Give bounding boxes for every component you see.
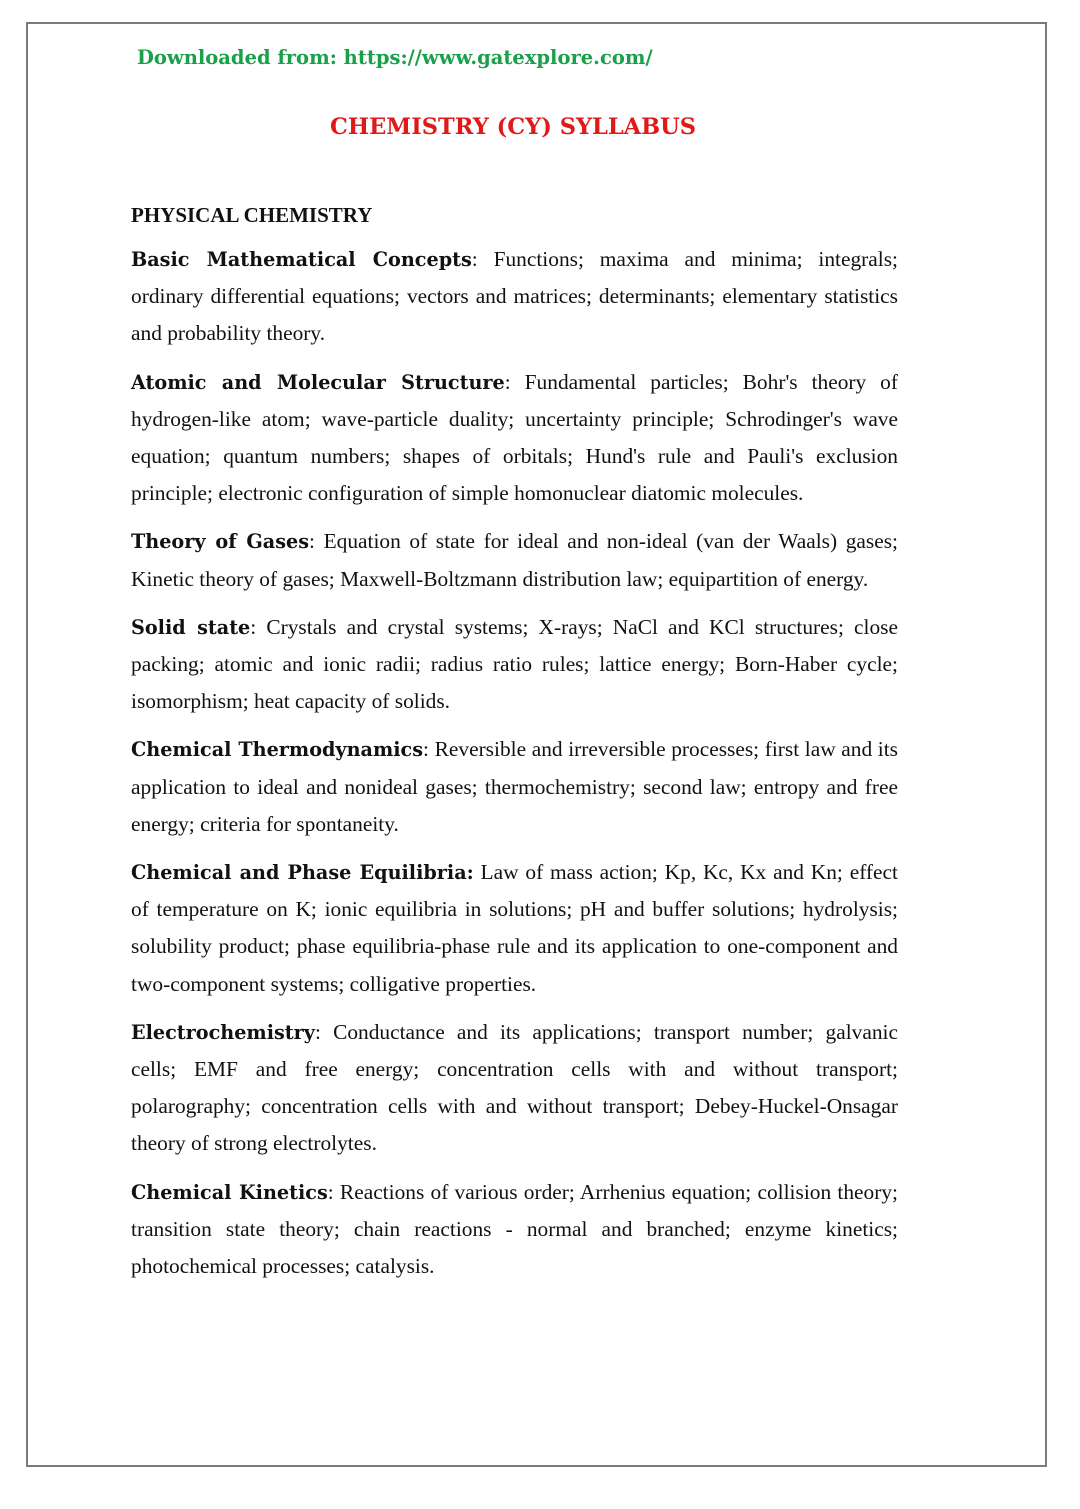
topic-separator: : [250, 614, 257, 639]
topic-solid-state [131, 609, 898, 721]
topic-atomic-molecular-structure [131, 364, 898, 513]
topic-chemical-kinetics [131, 1174, 898, 1286]
topic-text: Fundamental particles; Bohr's theory of hydrogen-like atom; wave-particle duality; uncertainty principle; Schrodinger's wave equation; quantum numbers; shapes of orbitals; Hund's rule and Pauli's exclusion principle; electronic configuration of simple homonuclear diatomic molecules. [131, 369, 898, 506]
topic-name: Solid state [131, 615, 251, 639]
topic-name: Electrochemistry [131, 1020, 315, 1044]
topic-text: Reversible and irreversible processes; first law and its application to ideal and nonideal gases; thermochemistry; second law; entropy and free energy; criteria for spontaneity. [131, 737, 898, 836]
topic-text: Conductance and its applications; transport number; galvanic cells; EMF and free energy; concentration cells with and without transport; polarography; concentration cells with and without transport; Debey-Huckel-Onsagar theory of strong electrolytes. [131, 1019, 898, 1156]
topic-separator: : [314, 1019, 321, 1044]
page-title: CHEMISTRY (CY) SYLLABUS [329, 114, 697, 140]
topic-name: Basic Mathematical Concepts [131, 248, 472, 271]
download-source-line: Downloaded from: https://www.gatexplore.com/ [137, 46, 653, 69]
topic-name: Theory of Gases [131, 530, 310, 554]
topic-name: Atomic and Molecular Structure [131, 370, 505, 394]
topic-theory-of-gases [131, 523, 898, 597]
topic-electrochemistry [131, 1014, 898, 1163]
topic-separator: : [504, 369, 511, 394]
syllabus-content [131, 199, 898, 1296]
topic-name: Chemical Thermodynamics [131, 738, 424, 762]
section-heading: PHYSICAL CHEMISTRY [131, 203, 373, 227]
topic-text: Law of mass action; Kp, Kc, Kx and Kn; effect of temperature on K; ionic equilibria in solutions; pH and buffer solutions; hydrolysis; solubility product; phase equilibria-phase rule and its application to one-component and two-component systems; colligative properties. [131, 860, 898, 996]
topic-text: Functions; maxima and minima; integrals; ordinary differential equations; vectors and matrices; determinants; elementary statistics and probability theory. [131, 247, 899, 346]
topic-separator: : [309, 529, 315, 554]
topic-text: Reactions of various order; Arrhenius equation; collision theory; transition state theory; chain reactions - normal and branched; enzyme kinetics; photochemical processes; catalysis. [131, 1179, 898, 1279]
topic-name: Chemical and Phase Equilibria: [131, 861, 474, 885]
topic-text: Equation of state for ideal and non-ideal (van der Waals) gases; Kinetic theory of gases; Maxwell-Boltzmann distribution law; equipartition of energy. [131, 529, 898, 591]
topic-separator: : [471, 247, 478, 271]
topic-chemical-thermodynamics [131, 731, 898, 843]
topic-basic-mathematical-concepts [131, 241, 898, 353]
topic-separator: : [327, 1179, 334, 1204]
topic-chemical-phase-equilibria [131, 854, 898, 1003]
topic-separator: : [423, 737, 429, 762]
topic-name: Chemical Kinetics [131, 1180, 328, 1204]
topic-text: Crystals and crystal systems; X-rays; NaCl and KCl structures; close packing; atomic and ionic radii; radius ratio rules; lattice energy; Born-Haber cycle; isomorphism; heat capacity of solids. [131, 614, 899, 714]
